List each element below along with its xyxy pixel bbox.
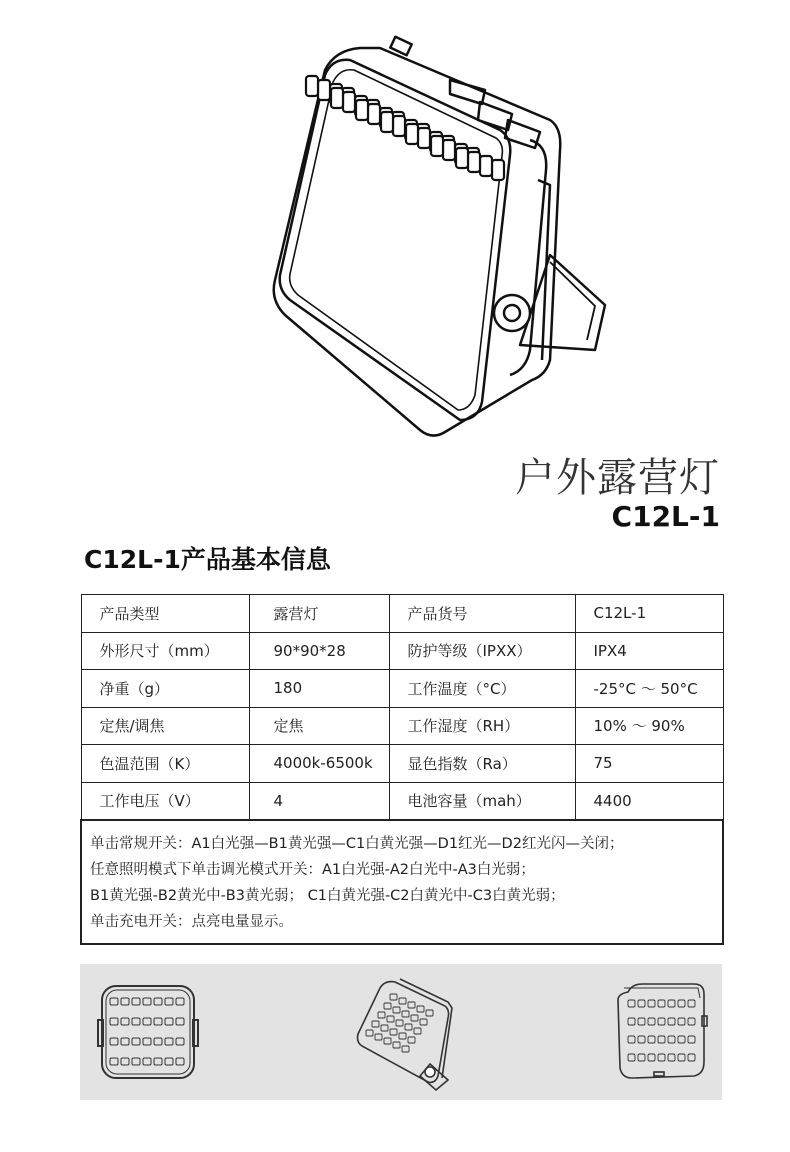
- led-cell: [387, 1016, 394, 1022]
- spec-label: 显色指数（Ra）: [389, 745, 575, 783]
- top-button-2: [450, 80, 485, 104]
- spec-value: 定焦: [249, 707, 389, 745]
- spec-value: -25°C ～ 50°C: [575, 670, 723, 708]
- spec-value: 4000k-6500k: [249, 745, 389, 783]
- spec-row: [81, 745, 723, 783]
- led-cell: [456, 148, 468, 168]
- note-line: B1黄光强-B2黄光中-B3黄光弱； C1白黄光强-C2白黄光中-C3白黄光弱；: [90, 887, 565, 904]
- led-cell: [132, 1058, 140, 1065]
- spec-value: 75: [575, 745, 723, 783]
- note-line: 单击常规开关：A1白光强—B1黄光强—C1白黄光强—D1红光—D2红光闪—关闭；: [90, 835, 624, 852]
- led-cell: [121, 1038, 129, 1045]
- led-cell: [372, 1021, 379, 1027]
- led-cell: [648, 1036, 655, 1043]
- led-cell: [396, 1020, 403, 1026]
- led-cell: [165, 1038, 173, 1045]
- thumbnail-strip: [80, 964, 722, 1100]
- led-cell: [110, 1058, 118, 1065]
- led-cell: [393, 116, 405, 136]
- section-title: C12L-1产品基本信息: [84, 545, 331, 574]
- led-cell: [678, 1018, 685, 1025]
- led-cell: [492, 160, 504, 180]
- led-cell: [393, 1042, 400, 1048]
- led-cell: [420, 1019, 427, 1025]
- led-cell: [402, 1046, 409, 1052]
- spec-label: 外形尺寸（mm）: [81, 632, 249, 670]
- spec-label: 产品货号: [389, 595, 575, 633]
- spec-value: 180: [249, 670, 389, 708]
- led-cell: [658, 1000, 665, 1007]
- led-cell: [165, 1058, 173, 1065]
- led-cell: [688, 1018, 695, 1025]
- led-cell: [668, 1036, 675, 1043]
- spec-value: IPX4: [575, 632, 723, 670]
- led-cell: [668, 1000, 675, 1007]
- led-cell: [638, 1018, 645, 1025]
- led-cell: [628, 1000, 635, 1007]
- led-cell: [132, 998, 140, 1005]
- led-cell: [143, 1058, 151, 1065]
- spec-value: 4: [249, 782, 389, 820]
- hinge-knob: [494, 295, 530, 331]
- spec-label: 防护等级（IPXX）: [389, 632, 575, 670]
- led-cell: [668, 1054, 675, 1061]
- spec-row: [81, 632, 723, 670]
- led-cell: [678, 1000, 685, 1007]
- led-cell: [678, 1054, 685, 1061]
- led-cell: [375, 1034, 382, 1040]
- spec-label: 定焦/调焦: [81, 707, 249, 745]
- led-cell: [378, 1012, 385, 1018]
- spec-label: 工作温度（°C）: [389, 670, 575, 708]
- led-cell: [408, 1002, 415, 1008]
- product-illustration: [250, 30, 630, 450]
- led-cell: [154, 1058, 162, 1065]
- led-cell: [638, 1000, 645, 1007]
- led-cell: [154, 1018, 162, 1025]
- led-cell: [688, 1054, 695, 1061]
- led-cell: [318, 80, 330, 100]
- led-cell: [417, 1006, 424, 1012]
- led-cell: [402, 1011, 409, 1017]
- led-cell: [668, 1018, 675, 1025]
- led-cell: [648, 1000, 655, 1007]
- notes-row: [81, 820, 723, 944]
- spec-label: 电池容量（mah）: [389, 782, 575, 820]
- spec-label: 工作电压（V）: [81, 782, 249, 820]
- led-cell: [628, 1018, 635, 1025]
- rear-view-thumbnail: [608, 978, 710, 1086]
- led-cell: [468, 152, 480, 172]
- led-cell: [405, 1024, 412, 1030]
- led-cell: [143, 1038, 151, 1045]
- front-view-thumbnail: [92, 978, 204, 1088]
- led-cell: [356, 100, 368, 120]
- led-cell: [132, 1038, 140, 1045]
- led-cell: [399, 998, 406, 1004]
- spec-row: [81, 670, 723, 708]
- led-cell: [443, 140, 455, 160]
- led-cell: [688, 1000, 695, 1007]
- spec-label: 净重（g）: [81, 670, 249, 708]
- spec-label: 产品类型: [81, 595, 249, 633]
- led-cell: [176, 998, 184, 1005]
- led-cell: [343, 92, 355, 112]
- note-line: 单击充电开关：点亮电量显示。: [90, 913, 293, 930]
- led-cell: [628, 1054, 635, 1061]
- led-cell: [331, 88, 343, 108]
- led-cell: [688, 1036, 695, 1043]
- led-cell: [414, 1028, 421, 1034]
- product-name: 户外露营灯: [515, 455, 720, 501]
- led-cell: [384, 1003, 391, 1009]
- angled-view-thumbnail: [350, 976, 460, 1094]
- spec-value: 10% ～ 90%: [575, 707, 723, 745]
- spec-value: 4400: [575, 782, 723, 820]
- led-cell: [426, 1010, 433, 1016]
- led-cell: [165, 1018, 173, 1025]
- led-cell: [366, 1030, 373, 1036]
- led-cell: [176, 1058, 184, 1065]
- led-cell: [408, 1037, 415, 1043]
- spec-table: [80, 594, 724, 945]
- led-cell: [658, 1036, 665, 1043]
- led-cell: [143, 998, 151, 1005]
- led-cell: [381, 1025, 388, 1031]
- led-cell: [176, 1018, 184, 1025]
- led-cell: [648, 1054, 655, 1061]
- led-cell: [154, 1038, 162, 1045]
- led-cell: [132, 1018, 140, 1025]
- led-cell: [638, 1054, 645, 1061]
- led-cell: [368, 104, 380, 124]
- led-cell: [678, 1036, 685, 1043]
- led-cell: [381, 112, 393, 132]
- led-cell: [110, 1018, 118, 1025]
- led-cell: [176, 1038, 184, 1045]
- spec-row: [81, 707, 723, 745]
- led-cell: [431, 136, 443, 156]
- led-cell: [110, 998, 118, 1005]
- led-cell: [418, 128, 430, 148]
- model-number: C12L-1: [611, 500, 720, 533]
- led-cell: [384, 1038, 391, 1044]
- spec-value: 90*90*28: [249, 632, 389, 670]
- led-cell: [154, 998, 162, 1005]
- spec-label: 工作湿度（RH）: [389, 707, 575, 745]
- led-cell: [121, 998, 129, 1005]
- note-line: 任意照明模式下单击调光模式开关：A1白光强-A2白光中-A3白光弱；: [90, 861, 535, 878]
- led-cell: [406, 124, 418, 144]
- led-cell: [628, 1036, 635, 1043]
- operation-notes: [81, 820, 723, 944]
- led-cell: [399, 1033, 406, 1039]
- spec-label: 色温范围（K）: [81, 745, 249, 783]
- led-cell: [390, 994, 397, 1000]
- led-cell: [165, 998, 173, 1005]
- led-cell: [393, 1007, 400, 1013]
- spec-value: 露营灯: [249, 595, 389, 633]
- led-cell: [121, 1058, 129, 1065]
- led-cell: [648, 1018, 655, 1025]
- led-cell: [110, 1038, 118, 1045]
- led-cell: [480, 156, 492, 176]
- led-cell: [121, 1018, 129, 1025]
- led-cell: [658, 1054, 665, 1061]
- spec-row: [81, 595, 723, 633]
- spec-row: [81, 782, 723, 820]
- led-cell: [390, 1029, 397, 1035]
- led-cell: [143, 1018, 151, 1025]
- led-cell: [306, 76, 318, 96]
- spec-value: C12L-1: [575, 595, 723, 633]
- led-cell: [411, 1015, 418, 1021]
- led-cell: [658, 1018, 665, 1025]
- led-cell: [638, 1036, 645, 1043]
